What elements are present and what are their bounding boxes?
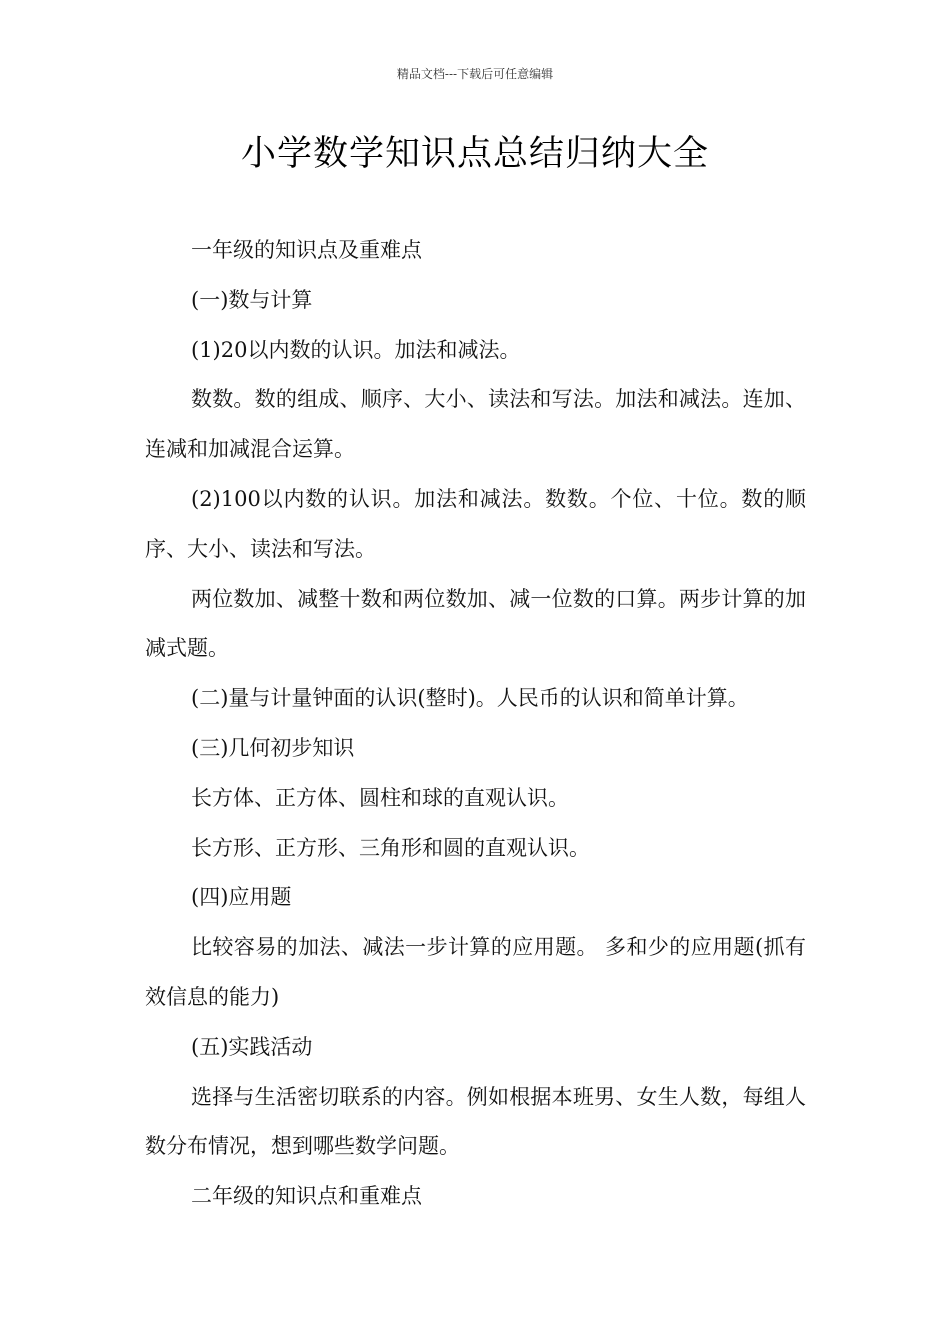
paragraph-mental-math: 两位数加、减整十数和两位数加、减一位数的口算。两步计算的加减式题。 (145, 586, 806, 661)
paragraph-practice: 选择与生活密切联系的内容。例如根据本班男、女生人数，每组人数分布情况，想到哪些数学问题。 (145, 1084, 806, 1159)
paragraph-item-1: (1)20以内数的认识。加法和减法。 (191, 337, 521, 362)
document-title: 小学数学知识点总结归纳大全 (240, 134, 709, 174)
paragraph-section-4: (四)应用题 (191, 885, 292, 910)
paragraph-shapes: 长方形、正方形、三角形和圆的直观认识。 (191, 835, 590, 860)
paragraph-section-2: (二)量与计量钟面的认识(整时)。人民币的认识和简单计算。 (191, 686, 749, 711)
header-note: 精品文档---下载后可任意编辑 (396, 67, 554, 81)
paragraph-grade2-heading: 二年级的知识点和重难点 (191, 1184, 422, 1209)
paragraph-word-problems: 比较容易的加法、减法一步计算的应用题。 多和少的应用题(抓有效信息的能力) (145, 935, 806, 1009)
paragraph-item-2: (2)100以内数的认识。加法和减法。数数。个位、十位。数的顺序、大小、读法和写法。 (145, 486, 806, 561)
document-body (145, 226, 806, 1222)
paragraph-counting: 数数。数的组成、顺序、大小、读法和写法。加法和减法。连加、连减和加减混合运算。 (145, 387, 806, 462)
paragraph-section-1: (一)数与计算 (191, 287, 313, 312)
paragraph-section-5: (五)实践活动 (191, 1034, 313, 1059)
paragraph-section-3: (三)几何初步知识 (191, 735, 355, 760)
paragraph-solids: 长方体、正方体、圆柱和球的直观认识。 (191, 785, 569, 810)
paragraph-grade1-heading: 一年级的知识点及重难点 (191, 238, 422, 262)
